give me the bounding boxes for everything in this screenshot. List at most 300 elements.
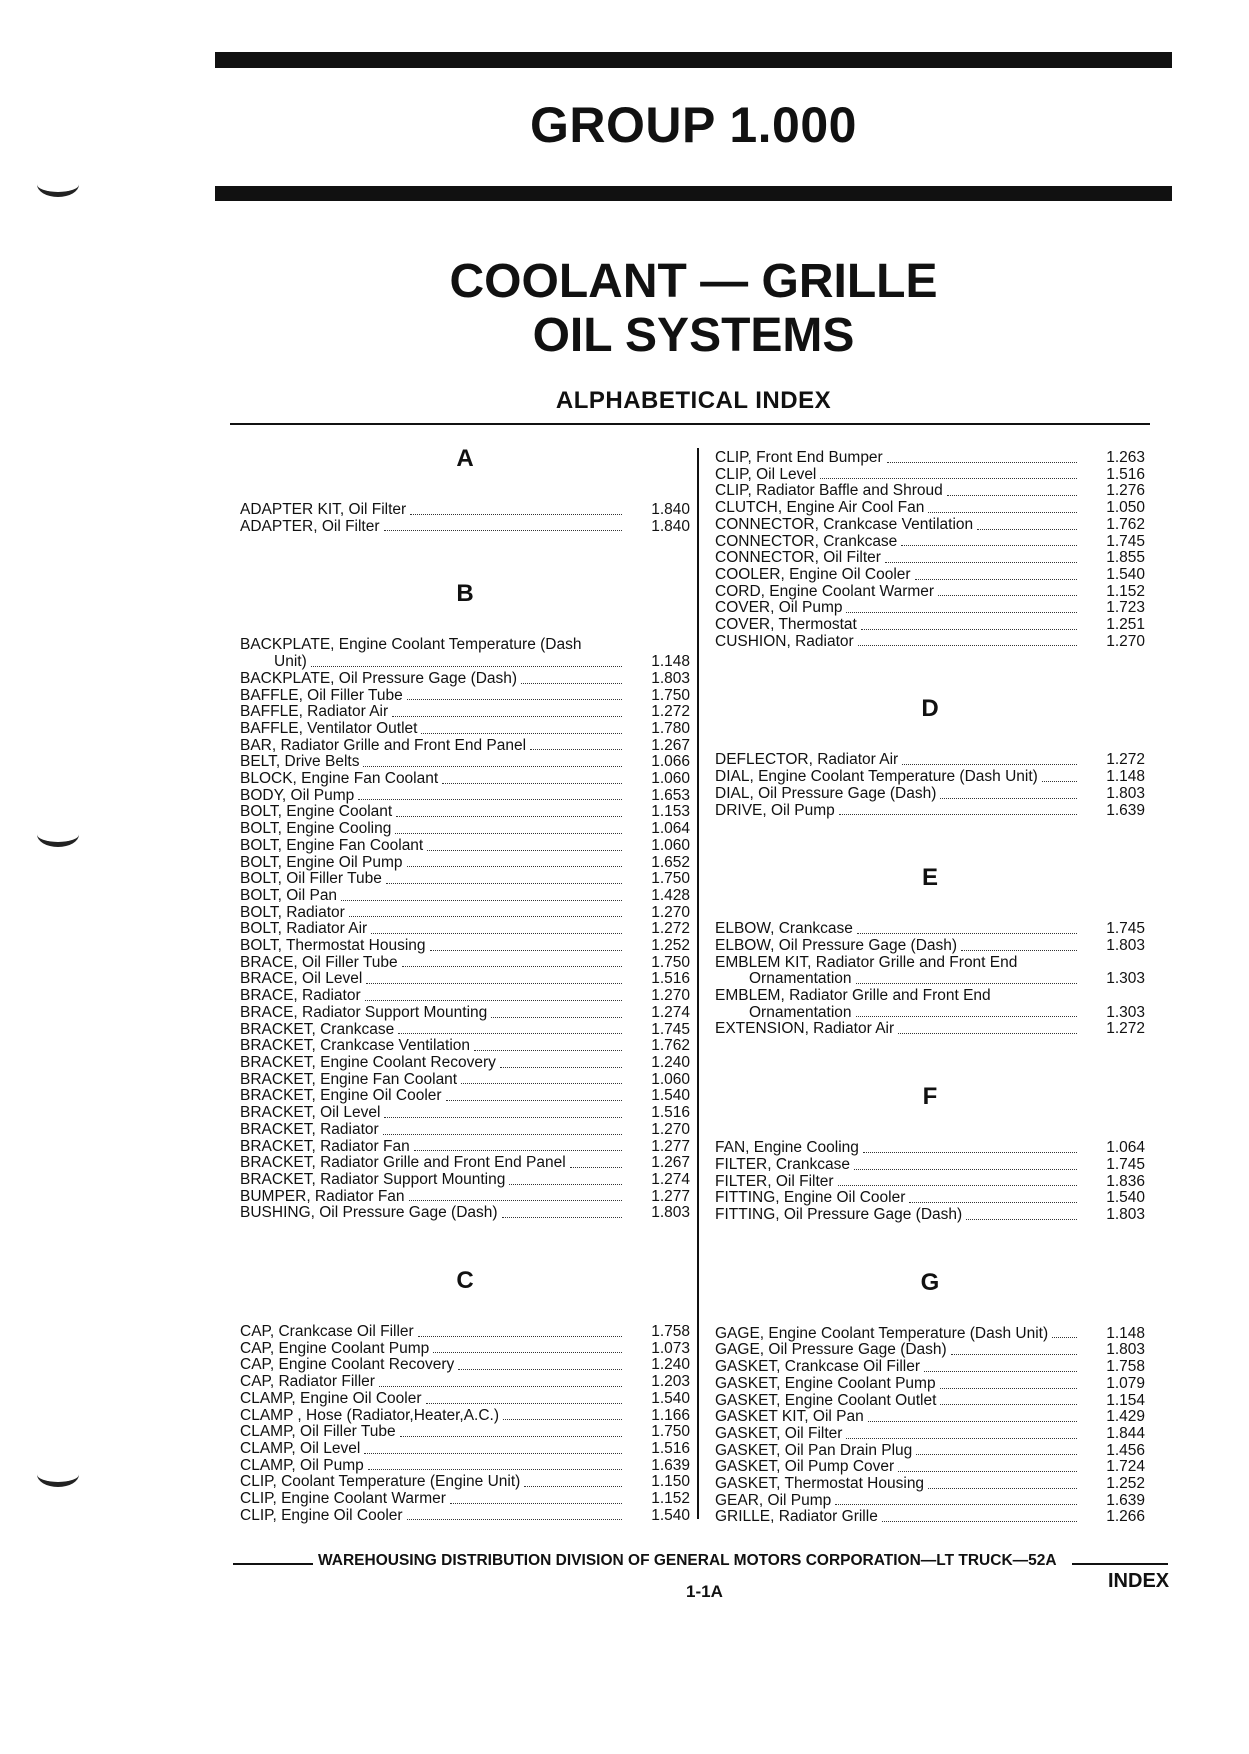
entry-page: 1.428 (651, 886, 690, 904)
leader-dots (491, 1017, 622, 1018)
index-entry (715, 517, 1145, 534)
leader-dots (856, 1016, 1077, 1017)
leader-dots (364, 1453, 622, 1454)
index-entry (240, 671, 690, 688)
leader-dots (407, 1519, 622, 1520)
entry-name: FILTER, Oil Filter (715, 1172, 834, 1190)
entry-page: 1.762 (1106, 515, 1145, 533)
entry-page: 1.064 (1106, 1139, 1145, 1157)
entry-page: 1.540 (651, 1087, 690, 1105)
entry-name: CLIP, Engine Oil Cooler (240, 1506, 403, 1524)
index-entry (240, 704, 690, 721)
leader-dots (524, 1486, 622, 1487)
leader-dots (521, 683, 622, 684)
leader-dots (901, 545, 1077, 546)
entry-page: 1.267 (651, 736, 690, 754)
index-entry (715, 1326, 1145, 1343)
entry-name: COVER, Thermostat (715, 616, 857, 634)
index-entry (715, 634, 1145, 651)
entry-name: BAFFLE, Ventilator Outlet (240, 719, 418, 737)
entry-page: 1.148 (1106, 1324, 1145, 1342)
index-entry (715, 786, 1145, 803)
leader-dots (407, 699, 622, 700)
entry-name: BRACE, Radiator (240, 987, 361, 1005)
index-entry (240, 754, 690, 771)
entry-page: 1.060 (651, 836, 690, 854)
leader-dots (371, 933, 622, 934)
entry-page: 1.836 (1106, 1172, 1145, 1190)
leader-dots (442, 783, 622, 784)
leader-dots (863, 1152, 1077, 1153)
entry-name: BOLT, Thermostat Housing (240, 937, 426, 955)
entry-page: 1.745 (1106, 920, 1145, 938)
entry-name: BOLT, Oil Pan (240, 886, 338, 904)
entry-name: CLAMP, Oil Filler Tube (240, 1423, 396, 1441)
entry-name: BOLT, Engine Oil Pump (240, 853, 403, 871)
entry-page: 1.270 (651, 987, 690, 1005)
leader-dots (1042, 781, 1077, 782)
leader-dots (384, 1117, 622, 1118)
leader-dots (902, 764, 1077, 765)
section-letter: F (922, 1083, 938, 1111)
leader-dots (882, 1521, 1077, 1522)
index-entry (715, 1207, 1145, 1224)
entry-page: 1.272 (1106, 751, 1145, 769)
index-entry (240, 1055, 690, 1072)
leader-dots (1052, 1337, 1077, 1338)
index-entry (240, 955, 690, 972)
index-entry (715, 1359, 1145, 1376)
entry-page: 1.516 (1106, 465, 1145, 483)
leader-dots (854, 1169, 1077, 1170)
entry-page: 1.154 (1106, 1391, 1145, 1409)
entry-page: 1.840 (651, 517, 690, 535)
leader-dots (363, 766, 622, 767)
index-entry (715, 500, 1145, 517)
entry-page: 1.079 (1106, 1374, 1145, 1392)
entry-page: 1.639 (1106, 801, 1145, 819)
entry-page: 1.148 (1106, 768, 1145, 786)
index-entry (240, 1172, 690, 1189)
index-entry (715, 1459, 1145, 1476)
index-entry (715, 988, 1145, 1005)
index-entry (240, 788, 690, 805)
index-entry (240, 871, 690, 888)
entry-name: Ornamentation (749, 1003, 852, 1021)
leader-dots (402, 966, 622, 967)
entry-page: 1.516 (651, 1439, 690, 1457)
index-entry (240, 804, 690, 821)
entry-name: BRACKET, Radiator Fan (240, 1137, 410, 1155)
index-entry (715, 1174, 1145, 1191)
leader-dots (446, 1100, 622, 1101)
entry-name: BOLT, Engine Cooling (240, 820, 392, 838)
entry-name: CONNECTOR, Crankcase (715, 532, 898, 550)
index-entry (240, 1022, 690, 1039)
index-entry (715, 938, 1145, 955)
index-entry (715, 450, 1145, 467)
entry-name: Ornamentation (749, 970, 852, 988)
entry-page: 1.762 (651, 1037, 690, 1055)
leader-dots (418, 1336, 622, 1337)
group-title: GROUP 1.000 (530, 97, 857, 153)
entry-name: COOLER, Engine Oil Cooler (715, 565, 911, 583)
entry-page: 1.750 (651, 686, 690, 704)
leader-dots (358, 799, 622, 800)
index-entry (240, 938, 690, 955)
leader-dots (421, 733, 622, 734)
leader-dots (398, 1033, 622, 1034)
entry-name: ELBOW, Crankcase (715, 920, 853, 938)
entry-page: 1.758 (651, 1323, 690, 1341)
entry-name: GAGE, Oil Pressure Gage (Dash) (715, 1341, 947, 1359)
entry-page: 1.303 (1106, 1003, 1145, 1021)
entry-page: 1.540 (1106, 1189, 1145, 1207)
index-entry (240, 905, 690, 922)
entry-name: DEFLECTOR, Radiator Air (715, 751, 899, 769)
index-entry (715, 483, 1145, 500)
entry-page: 1.639 (651, 1456, 690, 1474)
index-entry (240, 971, 690, 988)
footer-rule-left (233, 1563, 313, 1565)
entry-page: 1.274 (651, 1003, 690, 1021)
leader-dots (868, 1421, 1077, 1422)
entry-name: DIAL, Engine Coolant Temperature (Dash Unit) (715, 768, 1038, 786)
index-entry (240, 502, 690, 519)
index-entry (240, 1122, 690, 1139)
entry-name: FILTER, Crankcase (715, 1155, 850, 1173)
leader-dots (928, 1488, 1077, 1489)
entry-name: BOLT, Engine Fan Coolant (240, 836, 424, 854)
leader-dots (570, 1167, 622, 1168)
leader-dots (940, 1388, 1077, 1389)
leader-dots (839, 814, 1077, 815)
index-entry (240, 1105, 690, 1122)
index-entry (240, 1508, 690, 1525)
entry-name: COVER, Oil Pump (715, 599, 843, 617)
entry-page: 1.153 (651, 803, 690, 821)
entry-page: 1.429 (1106, 1408, 1145, 1426)
entry-page: 1.060 (651, 1070, 690, 1088)
entry-name: CLUTCH, Engine Air Cool Fan (715, 499, 925, 517)
leader-dots (977, 529, 1077, 530)
entry-page: 1.855 (1106, 549, 1145, 567)
index-entry (715, 1493, 1145, 1510)
index-entry (715, 550, 1145, 567)
section-gap (715, 1038, 1145, 1082)
index-entry (240, 1072, 690, 1089)
entry-page: 1.251 (1106, 616, 1145, 634)
entry-name: BACKPLATE, Oil Pressure Gage (Dash) (240, 669, 518, 687)
index-column-left (240, 444, 690, 1524)
entry-name: BRACE, Oil Level (240, 970, 363, 988)
section-gap (715, 1224, 1145, 1268)
entry-page: 1.750 (651, 870, 690, 888)
index-entry (715, 1393, 1145, 1410)
leader-dots (951, 1354, 1077, 1355)
entry-name: CONNECTOR, Oil Filter (715, 549, 881, 567)
entry-page: 1.152 (1106, 582, 1145, 600)
index-entry (240, 1408, 690, 1425)
entry-name: BACKPLATE, Engine Coolant Temperature (Dash (240, 636, 582, 654)
index-title-rule (230, 423, 1150, 425)
section-gap (715, 650, 1145, 694)
entry-name: GASKET, Crankcase Oil Filler (715, 1358, 920, 1376)
entry-name: CAP, Engine Coolant Pump (240, 1339, 430, 1357)
entry-name: BRACKET, Radiator Support Mounting (240, 1170, 506, 1188)
entry-name: BRACKET, Engine Coolant Recovery (240, 1053, 496, 1071)
entry-name: BLOCK, Engine Fan Coolant (240, 770, 439, 788)
index-entry (240, 1189, 690, 1206)
footer-rule-right (1072, 1563, 1168, 1565)
leader-dots (349, 916, 622, 917)
entry-name: FITTING, Oil Pressure Gage (Dash) (715, 1205, 963, 1223)
entry-page: 1.653 (651, 786, 690, 804)
binder-hole-mark (37, 1462, 79, 1487)
leader-dots (820, 478, 1077, 479)
entry-page: 1.150 (651, 1473, 690, 1491)
entry-name: GASKET, Oil Filter (715, 1424, 843, 1442)
entry-page: 1.540 (651, 1506, 690, 1524)
section-letter: G (920, 1268, 940, 1296)
entry-page: 1.780 (651, 719, 690, 737)
entry-name: FITTING, Engine Oil Cooler (715, 1189, 906, 1207)
index-entry (240, 1474, 690, 1491)
entry-name: BAFFLE, Radiator Air (240, 703, 389, 721)
index-entry (715, 534, 1145, 551)
entry-page: 1.840 (651, 501, 690, 518)
entry-name: BOLT, Radiator Air (240, 920, 368, 938)
entry-page: 1.060 (651, 770, 690, 788)
leader-dots (365, 1000, 622, 1001)
entry-page: 1.272 (651, 920, 690, 938)
entry-name: EMBLEM KIT, Radiator Grille and Front End (715, 953, 1018, 971)
leader-dots (928, 512, 1077, 513)
entry-page: 1.240 (651, 1356, 690, 1374)
leader-dots (414, 1150, 622, 1151)
index-entry (240, 771, 690, 788)
leader-dots (924, 1371, 1077, 1372)
index-entry (240, 1005, 690, 1022)
index-entry (240, 738, 690, 755)
section-gap (240, 535, 690, 579)
leader-dots (916, 1454, 1077, 1455)
entry-page: 1.803 (1106, 1341, 1145, 1359)
index-entry (240, 1139, 690, 1156)
entry-name: BRACE, Radiator Support Mounting (240, 1003, 488, 1021)
entry-name: CLAMP, Engine Oil Cooler (240, 1389, 422, 1407)
entry-page: 1.166 (651, 1406, 690, 1424)
entry-page: 1.745 (1106, 532, 1145, 550)
entry-name: BRACKET, Crankcase Ventilation (240, 1037, 471, 1055)
leader-dots (846, 612, 1077, 613)
index-entry (715, 803, 1145, 820)
index-entry (240, 637, 690, 654)
entry-name: BOLT, Engine Coolant (240, 803, 393, 821)
leader-dots (450, 1503, 622, 1504)
index-entry (715, 769, 1145, 786)
leader-dots (856, 983, 1077, 984)
entry-name: GAGE, Engine Coolant Temperature (Dash Unit) (715, 1324, 1049, 1342)
entry-name: BUMPER, Radiator Fan (240, 1187, 405, 1205)
section-letter: D (921, 695, 939, 723)
entry-page: 1.516 (651, 1104, 690, 1122)
leader-dots (400, 1436, 622, 1437)
entry-name: GASKET, Engine Coolant Pump (715, 1374, 936, 1392)
index-entry (715, 467, 1145, 484)
leader-dots (503, 1419, 622, 1420)
entry-name: GASKET, Oil Pump Cover (715, 1458, 895, 1476)
index-entry (715, 955, 1145, 972)
leader-dots (947, 495, 1077, 496)
entry-page: 1.303 (1106, 970, 1145, 988)
leader-dots (426, 1403, 623, 1404)
entry-name: ADAPTER, Oil Filter (240, 517, 380, 535)
entry-name: CLAMP, Oil Level (240, 1439, 361, 1457)
index-entry (240, 1491, 690, 1508)
page-number: 1-1A (686, 1582, 723, 1601)
entry-page: 1.745 (1106, 1155, 1145, 1173)
index-entry (240, 1088, 690, 1105)
entry-name: CAP, Crankcase Oil Filler (240, 1323, 414, 1341)
entry-page: 1.639 (1106, 1491, 1145, 1509)
page-title (215, 255, 1172, 363)
entry-page: 1.456 (1106, 1441, 1145, 1459)
index-entry (240, 1374, 690, 1391)
index-entry (240, 1324, 690, 1341)
leader-dots (311, 666, 622, 667)
section-letter: B (456, 580, 474, 608)
leader-dots (898, 1471, 1077, 1472)
entry-name: BOLT, Oil Filler Tube (240, 870, 382, 888)
entry-page: 1.270 (1106, 632, 1145, 650)
entry-page: 1.803 (651, 1204, 690, 1222)
index-entry (240, 1391, 690, 1408)
entry-page: 1.516 (651, 970, 690, 988)
entry-name: GEAR, Oil Pump (715, 1491, 832, 1509)
entry-page: 1.803 (651, 669, 690, 687)
entry-name: CLAMP , Hose (Radiator,Heater,A.C.) (240, 1406, 500, 1424)
entry-name: BRACKET, Engine Oil Cooler (240, 1087, 442, 1105)
index-entry (715, 1140, 1145, 1157)
index-entry (240, 654, 690, 671)
leader-dots (838, 1185, 1077, 1186)
index-entry (715, 617, 1145, 634)
index-entry (715, 1005, 1145, 1022)
entry-page: 1.277 (651, 1187, 690, 1205)
index-entry (240, 1458, 690, 1475)
entry-name: BELT, Drive Belts (240, 753, 360, 771)
leader-dots (407, 866, 622, 867)
entry-page: 1.758 (1106, 1358, 1145, 1376)
entry-name: GASKET KIT, Oil Pan (715, 1408, 864, 1426)
entry-name: GASKET, Thermostat Housing (715, 1475, 925, 1493)
leader-dots (966, 1219, 1077, 1220)
leader-dots (433, 1352, 622, 1353)
index-entry (240, 988, 690, 1005)
section-letter: C (456, 1267, 474, 1295)
section-label: INDEX (1108, 1570, 1170, 1592)
entry-name: CONNECTOR, Crankcase Ventilation (715, 515, 974, 533)
leader-dots (396, 816, 622, 817)
leader-dots (938, 595, 1077, 596)
index-entry (715, 1443, 1145, 1460)
entry-page: 1.073 (651, 1339, 690, 1357)
entry-page: 1.724 (1106, 1458, 1145, 1476)
entry-page: 1.274 (651, 1170, 690, 1188)
index-entry (240, 1441, 690, 1458)
leader-dots (861, 629, 1077, 630)
entry-name: DRIVE, Oil Pump (715, 801, 835, 819)
leader-dots (940, 798, 1077, 799)
entry-name: CORD, Engine Coolant Warmer (715, 582, 935, 600)
entry-name: FAN, Engine Cooling (715, 1139, 859, 1157)
index-entry (715, 1476, 1145, 1493)
entry-page: 1.750 (651, 953, 690, 971)
binder-hole-mark (37, 822, 79, 847)
index-title: ALPHABETICAL INDEX (555, 387, 832, 414)
leader-dots (474, 1050, 622, 1051)
index-entry (240, 1341, 690, 1358)
leader-dots (384, 530, 622, 531)
index-entry (715, 1021, 1145, 1038)
section-gap (715, 819, 1145, 863)
index-entry (715, 1376, 1145, 1393)
entry-name: ADAPTER KIT, Oil Filter (240, 501, 407, 518)
entry-page: 1.803 (1106, 784, 1145, 802)
entry-name: BRACE, Oil Filler Tube (240, 953, 398, 971)
index-entry (240, 821, 690, 838)
entry-name: CLAMP, Oil Pump (240, 1456, 364, 1474)
index-entry (715, 971, 1145, 988)
leader-dots (835, 1504, 1077, 1505)
leader-dots (461, 1083, 622, 1084)
entry-name: BODY, Oil Pump (240, 786, 355, 804)
column-divider (697, 448, 699, 1519)
leader-dots (458, 1369, 622, 1370)
entry-page: 1.203 (651, 1373, 690, 1391)
index-entry (715, 1342, 1145, 1359)
index-entry (715, 1409, 1145, 1426)
index-entry (715, 1426, 1145, 1443)
entry-page: 1.750 (651, 1423, 690, 1441)
entry-name: CAP, Engine Coolant Recovery (240, 1356, 455, 1374)
entry-page: 1.540 (1106, 565, 1145, 583)
leader-dots (409, 1200, 622, 1201)
entry-page: 1.745 (651, 1020, 690, 1038)
index-entry (240, 921, 690, 938)
leader-dots (857, 933, 1077, 934)
entry-page: 1.270 (651, 903, 690, 921)
entry-page: 1.066 (651, 753, 690, 771)
index-entry (240, 721, 690, 738)
leader-dots (430, 950, 622, 951)
index-entry (240, 688, 690, 705)
entry-name: CAP, Radiator Filler (240, 1373, 375, 1391)
entry-page: 1.148 (651, 653, 690, 671)
entry-name: Unit) (274, 653, 307, 671)
entry-name: GASKET, Engine Coolant Outlet (715, 1391, 937, 1409)
entry-page: 1.270 (651, 1120, 690, 1138)
entry-page: 1.240 (651, 1053, 690, 1071)
index-entry (240, 855, 690, 872)
entry-page: 1.723 (1106, 599, 1145, 617)
entry-page: 1.803 (1106, 936, 1145, 954)
leader-dots (502, 1217, 622, 1218)
binder-hole-mark (37, 172, 79, 197)
entry-page: 1.152 (651, 1490, 690, 1508)
entry-name: DIAL, Oil Pressure Gage (Dash) (715, 784, 937, 802)
